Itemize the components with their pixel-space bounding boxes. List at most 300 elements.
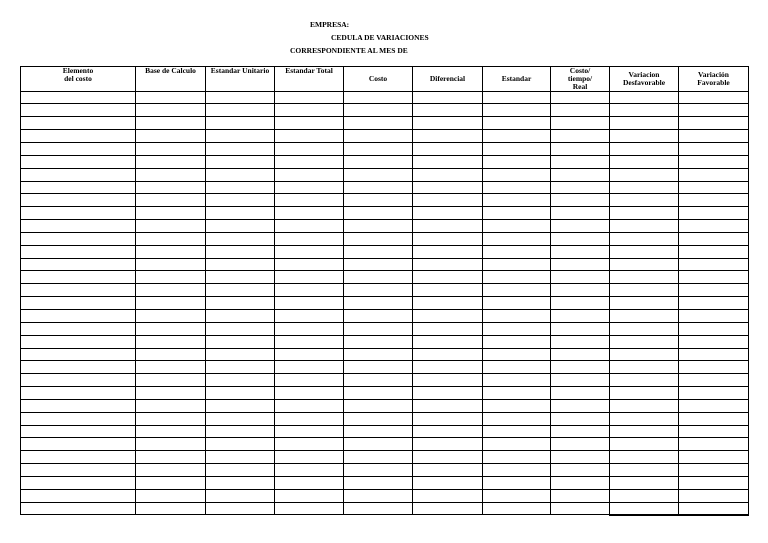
table-cell[interactable] (344, 91, 413, 104)
table-cell[interactable] (21, 143, 136, 156)
table-cell[interactable] (483, 245, 551, 258)
table-cell[interactable] (206, 451, 275, 464)
table-cell[interactable] (610, 168, 679, 181)
table-cell[interactable] (551, 258, 610, 271)
table-cell[interactable] (413, 220, 483, 233)
table-cell[interactable] (483, 425, 551, 438)
table-cell[interactable] (206, 194, 275, 207)
table-cell[interactable] (136, 91, 206, 104)
table-cell[interactable] (483, 297, 551, 310)
table-cell[interactable] (679, 258, 749, 271)
table-cell[interactable] (344, 387, 413, 400)
table-cell[interactable] (136, 284, 206, 297)
table-cell[interactable] (206, 374, 275, 387)
table-cell[interactable] (275, 143, 344, 156)
table-cell[interactable] (21, 194, 136, 207)
table-cell[interactable] (483, 361, 551, 374)
table-cell[interactable] (483, 155, 551, 168)
table-cell[interactable] (21, 335, 136, 348)
table-cell[interactable] (136, 245, 206, 258)
table-cell[interactable] (610, 322, 679, 335)
table-cell[interactable] (551, 245, 610, 258)
table-cell[interactable] (136, 348, 206, 361)
table-cell[interactable] (610, 297, 679, 310)
table-cell[interactable] (344, 258, 413, 271)
table-cell[interactable] (413, 387, 483, 400)
table-cell[interactable] (413, 348, 483, 361)
table-cell[interactable] (551, 387, 610, 400)
table-cell[interactable] (610, 489, 679, 502)
table-cell[interactable] (206, 438, 275, 451)
table-cell[interactable] (483, 335, 551, 348)
table-cell[interactable] (136, 309, 206, 322)
table-cell[interactable] (483, 168, 551, 181)
table-cell[interactable] (551, 104, 610, 117)
table-cell[interactable] (275, 130, 344, 143)
table-cell[interactable] (275, 245, 344, 258)
table-cell[interactable] (344, 322, 413, 335)
table-cell[interactable] (344, 297, 413, 310)
table-cell[interactable] (551, 284, 610, 297)
table-cell[interactable] (679, 284, 749, 297)
table-cell[interactable] (413, 194, 483, 207)
table-cell[interactable] (21, 258, 136, 271)
table-cell[interactable] (275, 232, 344, 245)
table-cell[interactable] (679, 168, 749, 181)
table-cell[interactable] (679, 399, 749, 412)
table-cell[interactable] (344, 168, 413, 181)
table-cell[interactable] (275, 309, 344, 322)
table-cell[interactable] (21, 438, 136, 451)
table-cell[interactable] (206, 117, 275, 130)
table-cell[interactable] (679, 181, 749, 194)
table-cell[interactable] (21, 91, 136, 104)
table-cell[interactable] (483, 232, 551, 245)
table-cell[interactable] (21, 451, 136, 464)
table-cell[interactable] (344, 502, 413, 515)
table-cell[interactable] (206, 412, 275, 425)
table-cell[interactable] (679, 232, 749, 245)
table-cell[interactable] (344, 220, 413, 233)
table-cell[interactable] (206, 309, 275, 322)
table-cell[interactable] (344, 309, 413, 322)
table-cell[interactable] (275, 438, 344, 451)
table-cell[interactable] (21, 502, 136, 515)
table-cell[interactable] (551, 412, 610, 425)
table-cell[interactable] (275, 220, 344, 233)
table-cell[interactable] (21, 399, 136, 412)
table-cell[interactable] (136, 168, 206, 181)
table-cell[interactable] (679, 104, 749, 117)
table-cell[interactable] (679, 322, 749, 335)
table-cell[interactable] (610, 335, 679, 348)
table-cell[interactable] (21, 361, 136, 374)
table-cell[interactable] (344, 194, 413, 207)
table-cell[interactable] (344, 374, 413, 387)
table-cell[interactable] (344, 476, 413, 489)
table-cell[interactable] (21, 220, 136, 233)
table-cell[interactable] (275, 399, 344, 412)
table-cell[interactable] (483, 143, 551, 156)
table-cell[interactable] (136, 194, 206, 207)
table-cell[interactable] (21, 425, 136, 438)
table-cell[interactable] (206, 181, 275, 194)
table-cell[interactable] (344, 143, 413, 156)
table-cell[interactable] (413, 284, 483, 297)
table-cell[interactable] (21, 284, 136, 297)
table-cell[interactable] (136, 476, 206, 489)
table-cell[interactable] (344, 451, 413, 464)
table-cell[interactable] (413, 335, 483, 348)
table-cell[interactable] (413, 207, 483, 220)
table-cell[interactable] (275, 104, 344, 117)
table-cell[interactable] (21, 476, 136, 489)
table-cell[interactable] (483, 194, 551, 207)
table-cell[interactable] (21, 322, 136, 335)
table-cell[interactable] (413, 130, 483, 143)
table-cell[interactable] (551, 502, 610, 515)
table-cell[interactable] (483, 348, 551, 361)
table-cell[interactable] (483, 309, 551, 322)
table-cell[interactable] (275, 361, 344, 374)
table-cell[interactable] (551, 194, 610, 207)
table-cell[interactable] (206, 271, 275, 284)
table-cell[interactable] (206, 207, 275, 220)
table-cell[interactable] (483, 258, 551, 271)
table-cell[interactable] (610, 309, 679, 322)
table-cell[interactable] (136, 220, 206, 233)
table-cell[interactable] (344, 207, 413, 220)
table-cell[interactable] (206, 502, 275, 515)
table-cell[interactable] (413, 502, 483, 515)
table-cell[interactable] (483, 502, 551, 515)
table-cell[interactable] (275, 502, 344, 515)
table-cell[interactable] (413, 155, 483, 168)
table-cell[interactable] (679, 374, 749, 387)
table-cell[interactable] (206, 489, 275, 502)
table-cell[interactable] (275, 91, 344, 104)
table-cell[interactable] (275, 387, 344, 400)
table-cell[interactable] (610, 476, 679, 489)
table-cell[interactable] (679, 91, 749, 104)
table-cell[interactable] (206, 464, 275, 477)
table-cell[interactable] (551, 322, 610, 335)
table-cell[interactable] (344, 155, 413, 168)
table-cell[interactable] (610, 245, 679, 258)
table-cell[interactable] (551, 464, 610, 477)
table-cell[interactable] (483, 207, 551, 220)
table-cell[interactable] (483, 387, 551, 400)
table-cell[interactable] (344, 489, 413, 502)
table-cell[interactable] (136, 464, 206, 477)
table-cell[interactable] (206, 155, 275, 168)
table-cell[interactable] (21, 117, 136, 130)
table-cell[interactable] (551, 220, 610, 233)
table-cell[interactable] (551, 297, 610, 310)
table-cell[interactable] (483, 284, 551, 297)
table-cell[interactable] (551, 425, 610, 438)
table-cell[interactable] (551, 130, 610, 143)
table-cell[interactable] (679, 155, 749, 168)
table-cell[interactable] (483, 438, 551, 451)
table-cell[interactable] (679, 438, 749, 451)
table-cell[interactable] (483, 271, 551, 284)
table-cell[interactable] (136, 502, 206, 515)
table-cell[interactable] (344, 438, 413, 451)
table-cell[interactable] (610, 130, 679, 143)
table-cell[interactable] (413, 451, 483, 464)
table-cell[interactable] (610, 412, 679, 425)
table-cell[interactable] (679, 194, 749, 207)
table-cell[interactable] (136, 489, 206, 502)
table-cell[interactable] (21, 297, 136, 310)
table-cell[interactable] (610, 284, 679, 297)
table-cell[interactable] (275, 297, 344, 310)
table-cell[interactable] (610, 220, 679, 233)
table-cell[interactable] (679, 451, 749, 464)
table-cell[interactable] (551, 451, 610, 464)
table-cell[interactable] (483, 220, 551, 233)
table-cell[interactable] (610, 387, 679, 400)
table-cell[interactable] (610, 258, 679, 271)
table-cell[interactable] (413, 489, 483, 502)
table-cell[interactable] (551, 438, 610, 451)
table-cell[interactable] (206, 335, 275, 348)
table-cell[interactable] (610, 425, 679, 438)
table-cell[interactable] (206, 168, 275, 181)
table-cell[interactable] (136, 425, 206, 438)
table-cell[interactable] (275, 168, 344, 181)
table-cell[interactable] (551, 374, 610, 387)
table-cell[interactable] (413, 91, 483, 104)
table-cell[interactable] (679, 425, 749, 438)
table-cell[interactable] (413, 297, 483, 310)
table-cell[interactable] (206, 130, 275, 143)
table-cell[interactable] (679, 309, 749, 322)
table-cell[interactable] (679, 207, 749, 220)
table-cell[interactable] (136, 271, 206, 284)
table-cell[interactable] (275, 451, 344, 464)
table-cell[interactable] (206, 297, 275, 310)
table-cell[interactable] (551, 117, 610, 130)
table-cell[interactable] (21, 181, 136, 194)
table-cell[interactable] (206, 348, 275, 361)
table-cell[interactable] (206, 143, 275, 156)
table-cell[interactable] (551, 168, 610, 181)
table-cell[interactable] (136, 451, 206, 464)
table-cell[interactable] (344, 399, 413, 412)
table-cell[interactable] (413, 168, 483, 181)
table-cell[interactable] (679, 117, 749, 130)
table-cell[interactable] (21, 309, 136, 322)
table-cell[interactable] (206, 258, 275, 271)
table-cell[interactable] (275, 155, 344, 168)
table-cell[interactable] (413, 322, 483, 335)
table-cell[interactable] (275, 194, 344, 207)
table-cell[interactable] (275, 181, 344, 194)
table-cell[interactable] (275, 374, 344, 387)
table-cell[interactable] (679, 297, 749, 310)
table-cell[interactable] (206, 425, 275, 438)
table-cell[interactable] (136, 258, 206, 271)
table-cell[interactable] (483, 117, 551, 130)
table-cell[interactable] (206, 361, 275, 374)
table-cell[interactable] (275, 464, 344, 477)
table-cell[interactable] (413, 245, 483, 258)
table-cell[interactable] (483, 322, 551, 335)
table-cell[interactable] (136, 207, 206, 220)
table-cell[interactable] (551, 181, 610, 194)
table-cell[interactable] (413, 181, 483, 194)
table-cell[interactable] (413, 374, 483, 387)
table-cell[interactable] (136, 297, 206, 310)
table-cell[interactable] (136, 232, 206, 245)
table-cell[interactable] (483, 476, 551, 489)
table-cell[interactable] (344, 271, 413, 284)
table-cell[interactable] (136, 143, 206, 156)
table-cell[interactable] (551, 207, 610, 220)
table-cell[interactable] (413, 104, 483, 117)
table-cell[interactable] (551, 399, 610, 412)
table-cell[interactable] (136, 412, 206, 425)
table-cell[interactable] (136, 104, 206, 117)
table-cell[interactable] (275, 207, 344, 220)
table-cell[interactable] (679, 489, 749, 502)
table-cell[interactable] (413, 361, 483, 374)
table-cell[interactable] (21, 489, 136, 502)
table-cell[interactable] (610, 399, 679, 412)
table-cell[interactable] (136, 181, 206, 194)
table-cell[interactable] (275, 412, 344, 425)
table-cell[interactable] (413, 271, 483, 284)
table-cell[interactable] (344, 412, 413, 425)
table-cell[interactable] (344, 181, 413, 194)
table-cell[interactable] (413, 309, 483, 322)
table-cell[interactable] (21, 412, 136, 425)
table-cell[interactable] (679, 387, 749, 400)
table-cell[interactable] (679, 476, 749, 489)
table-cell[interactable] (610, 181, 679, 194)
table-cell[interactable] (610, 464, 679, 477)
table-cell[interactable] (610, 348, 679, 361)
table-cell[interactable] (275, 425, 344, 438)
table-cell[interactable] (551, 155, 610, 168)
table-cell[interactable] (344, 335, 413, 348)
table-cell[interactable] (136, 335, 206, 348)
table-cell[interactable] (483, 181, 551, 194)
table-cell[interactable] (551, 348, 610, 361)
table-cell[interactable] (551, 335, 610, 348)
table-cell[interactable] (344, 130, 413, 143)
table-cell[interactable] (275, 348, 344, 361)
table-cell[interactable] (136, 361, 206, 374)
table-cell[interactable] (679, 361, 749, 374)
table-cell[interactable] (344, 361, 413, 374)
table-cell[interactable] (483, 412, 551, 425)
table-cell[interactable] (275, 489, 344, 502)
table-cell[interactable] (551, 361, 610, 374)
table-cell[interactable] (610, 271, 679, 284)
table-cell[interactable] (21, 271, 136, 284)
table-cell[interactable] (551, 271, 610, 284)
table-cell[interactable] (344, 284, 413, 297)
table-cell[interactable] (206, 232, 275, 245)
table-cell[interactable] (679, 335, 749, 348)
table-cell[interactable] (610, 451, 679, 464)
table-cell[interactable] (679, 143, 749, 156)
table-cell[interactable] (136, 322, 206, 335)
table-cell[interactable] (344, 464, 413, 477)
table-cell[interactable] (206, 91, 275, 104)
table-cell[interactable] (136, 130, 206, 143)
table-cell[interactable] (610, 374, 679, 387)
table-cell[interactable] (136, 438, 206, 451)
table-cell[interactable] (551, 91, 610, 104)
table-cell[interactable] (136, 117, 206, 130)
table-cell[interactable] (413, 117, 483, 130)
table-cell[interactable] (483, 464, 551, 477)
table-cell[interactable] (21, 130, 136, 143)
table-cell[interactable] (679, 130, 749, 143)
table-cell[interactable] (21, 168, 136, 181)
table-cell[interactable] (275, 258, 344, 271)
table-cell[interactable] (136, 387, 206, 400)
table-cell[interactable] (551, 143, 610, 156)
table-cell[interactable] (483, 374, 551, 387)
table-cell[interactable] (610, 155, 679, 168)
table-cell[interactable] (551, 476, 610, 489)
table-cell[interactable] (206, 245, 275, 258)
table-cell[interactable] (679, 245, 749, 258)
table-cell[interactable] (610, 104, 679, 117)
table-cell[interactable] (21, 104, 136, 117)
table-cell[interactable] (344, 232, 413, 245)
table-cell[interactable] (551, 489, 610, 502)
table-cell[interactable] (679, 348, 749, 361)
table-cell[interactable] (413, 258, 483, 271)
table-cell[interactable] (483, 399, 551, 412)
table-cell[interactable] (610, 117, 679, 130)
table-cell[interactable] (275, 117, 344, 130)
table-cell[interactable] (21, 245, 136, 258)
table-cell[interactable] (679, 271, 749, 284)
table-cell[interactable] (275, 322, 344, 335)
table-cell[interactable] (413, 464, 483, 477)
table-cell[interactable] (413, 412, 483, 425)
table-cell[interactable] (679, 412, 749, 425)
table-cell[interactable] (206, 399, 275, 412)
table-cell[interactable] (344, 245, 413, 258)
table-cell[interactable] (275, 335, 344, 348)
table-cell[interactable] (679, 220, 749, 233)
table-cell[interactable] (206, 476, 275, 489)
table-cell[interactable] (483, 451, 551, 464)
table-cell[interactable] (413, 399, 483, 412)
table-cell[interactable] (21, 232, 136, 245)
table-cell[interactable] (679, 464, 749, 477)
table-cell[interactable] (413, 143, 483, 156)
table-cell[interactable] (206, 387, 275, 400)
table-cell[interactable] (21, 348, 136, 361)
table-cell[interactable] (344, 104, 413, 117)
table-cell[interactable] (483, 130, 551, 143)
table-cell[interactable] (483, 489, 551, 502)
table-cell[interactable] (344, 117, 413, 130)
table-cell[interactable] (413, 425, 483, 438)
table-cell[interactable] (21, 387, 136, 400)
table-cell[interactable] (206, 322, 275, 335)
table-cell[interactable] (344, 348, 413, 361)
